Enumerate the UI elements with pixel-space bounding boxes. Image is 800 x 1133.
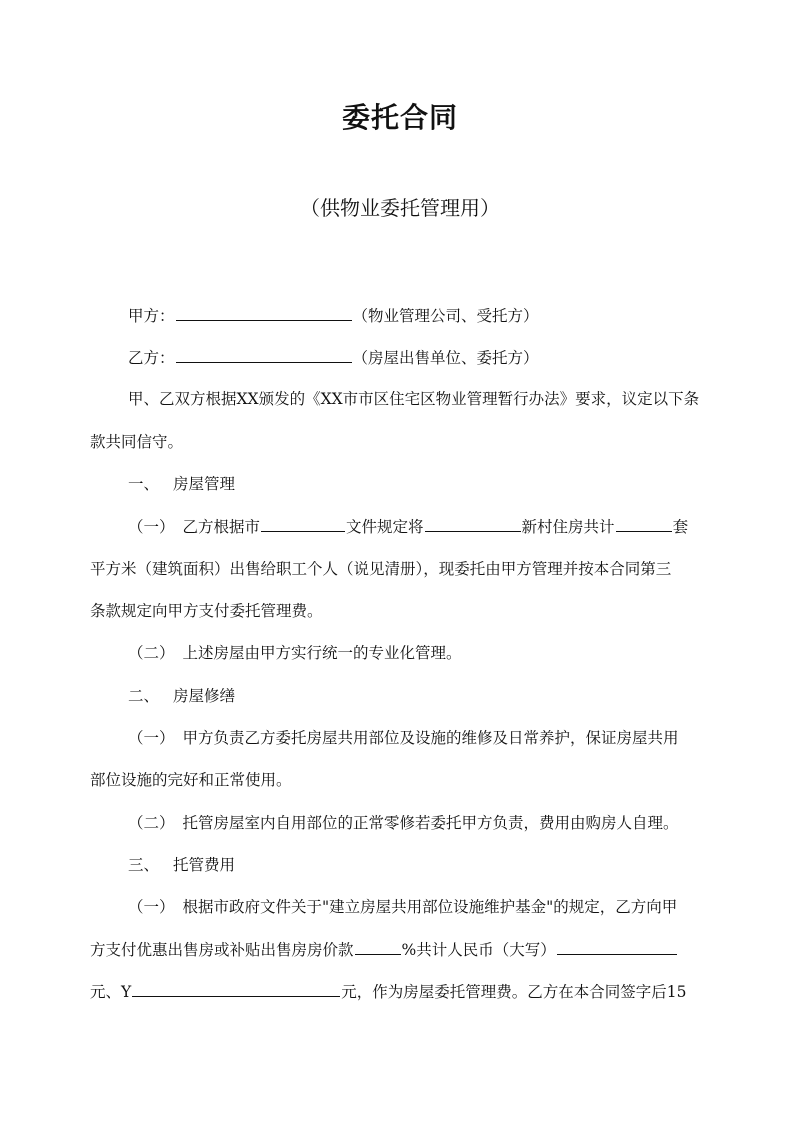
item-text: 托管房屋室内自用部位的正常零修若委托甲方负责，费用由购房人自理。: [182, 814, 679, 832]
party-b-blank: [176, 346, 352, 363]
section-3-item-1-line-3: [90, 980, 730, 1003]
party-a-note: （物业管理公司、受托方）: [352, 307, 539, 325]
percent-blank: [355, 938, 401, 955]
estate-blank: [425, 515, 521, 532]
section-2-title: 房屋修缮: [173, 687, 236, 705]
intro-line-2: 款共同信守。: [90, 433, 184, 451]
item-text: %共计人民币（大写）: [401, 941, 556, 959]
item-number: （一）: [128, 729, 175, 747]
party-b-label: 乙方：: [128, 349, 175, 367]
item-number: （二）: [128, 814, 175, 832]
item-text: 根据市政府文件关于"建立房屋共用部位设施维护基金"的规定，乙方向甲: [182, 898, 678, 916]
city-blank: [261, 515, 345, 532]
item-text: 新村住房共计: [521, 518, 615, 536]
amount-figure-blank: [132, 980, 340, 997]
item-text: 元，作为房屋委托管理费。乙方在本合同签字后15: [341, 983, 687, 1001]
section-1-number: 一、: [128, 475, 160, 493]
party-b-line: [128, 346, 768, 369]
section-2-number: 二、: [128, 687, 160, 705]
section-1-item-2: [128, 642, 768, 664]
section-3-item-1-line-2: [90, 938, 730, 961]
item-number: （二）: [128, 644, 175, 662]
item-text: 套: [672, 518, 689, 536]
section-1-title: 房屋管理: [173, 475, 236, 493]
item-number: （一）: [128, 898, 175, 916]
section-1-item-1-line-3: 条款规定向甲方支付委托管理费。: [90, 602, 323, 620]
section-2-item-1-line-2: 部位设施的完好和正常使用。: [90, 771, 292, 789]
document-subtitle: （供物业委托管理用）: [300, 196, 500, 220]
section-1-heading: [128, 473, 768, 495]
item-text: 甲方负责乙方委托房屋共用部位及设施的维修及日常养护，保证房屋共用: [182, 729, 679, 747]
party-a-blank: [176, 304, 352, 321]
document-title: 委托合同: [341, 101, 458, 134]
units-blank: [616, 515, 672, 532]
amount-in-words-blank: [557, 938, 677, 955]
item-text: 乙方根据市: [182, 518, 261, 536]
section-3-title: 托管费用: [173, 856, 236, 874]
item-text: 上述房屋由甲方实行统一的专业化管理。: [182, 644, 462, 662]
party-a-line: [128, 304, 768, 327]
section-1-item-1-line-1: [128, 515, 768, 538]
section-3-heading: [128, 854, 768, 876]
section-3-number: 三、: [128, 856, 160, 874]
section-2-item-2: [128, 812, 768, 834]
party-b-note: （房屋出售单位、委托方）: [352, 349, 539, 367]
party-a-label: 甲方：: [128, 307, 175, 325]
item-text: 元、Y: [90, 983, 132, 1001]
section-2-heading: [128, 685, 768, 707]
section-1-item-1-line-2: 平方米（建筑面积）出售给职工个人（说见清册），现委托由甲方管理并按本合同第三: [90, 560, 672, 578]
section-2-item-1-line-1: [128, 727, 768, 749]
item-text: 方支付优惠出售房或补贴出售房房价款: [90, 941, 354, 959]
intro-line-1: 甲、乙双方根据XX颁发的《XX市市区住宅区物业管理暂行办法》要求，议定以下条: [128, 390, 700, 408]
item-number: （一）: [128, 518, 175, 536]
item-text: 文件规定将: [346, 518, 424, 536]
section-3-item-1-line-1: [128, 896, 768, 918]
